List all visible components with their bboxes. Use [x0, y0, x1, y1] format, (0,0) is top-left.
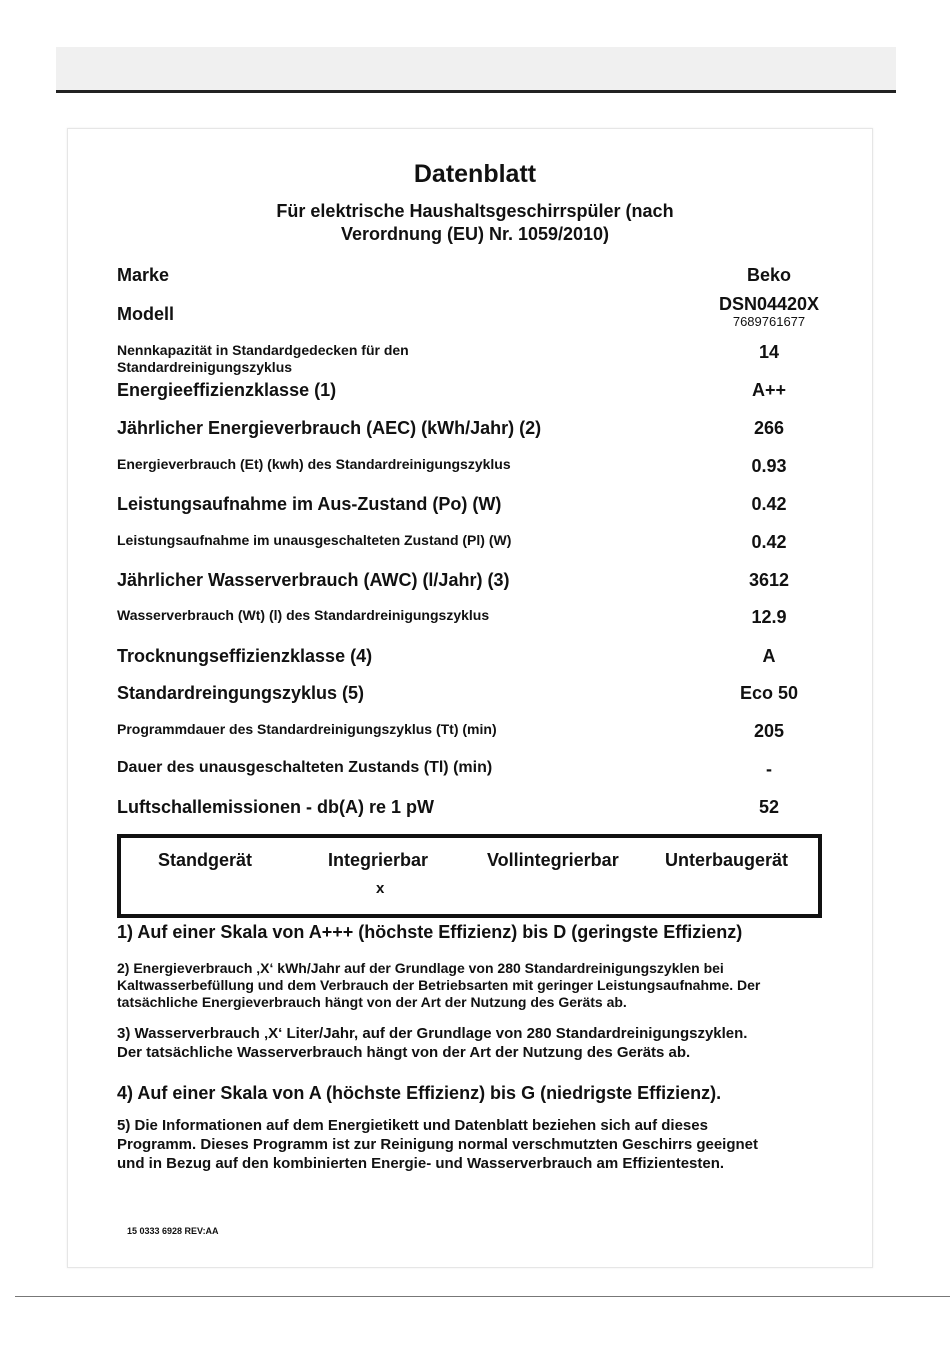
row-value: 12.9	[751, 607, 787, 627]
row-label: Marke	[117, 265, 170, 285]
row-label: Jährlicher Energieverbrauch (AEC) (kWh/Jahr) (2)	[117, 418, 542, 438]
note-3	[117, 1024, 827, 1062]
row-value: 205	[753, 721, 785, 741]
row-value: 52	[758, 797, 780, 817]
note-2	[117, 960, 827, 1011]
row-value: 14	[758, 342, 780, 362]
row-label: Energieverbrauch (Et) (kwh) des Standardreinigungszyklus	[117, 456, 511, 472]
row-value: DSN04420X	[718, 294, 820, 314]
row-label: Programmdauer des Standardreinigungszyklus (Tt) (min)	[117, 721, 497, 737]
row-value: A	[762, 646, 776, 666]
row-label: Modell	[117, 304, 174, 324]
row-label-line: Standardreinigungszyklus	[117, 359, 293, 375]
header-bar	[56, 47, 896, 93]
note-line: 2) Energieverbrauch ‚X‘ kWh/Jahr auf der Grundlage von 280 Standardreinigungszyklen bei	[117, 960, 724, 976]
footer-divider	[15, 1296, 950, 1297]
installation-type-box	[117, 834, 822, 918]
row-label	[117, 342, 409, 376]
row-value: 0.42	[751, 494, 787, 514]
row-value: 3612	[748, 570, 790, 590]
row-label-line: Nennkapazität in Standardgedecken für den	[117, 342, 409, 358]
install-type-standgeraet: Standgerät	[158, 850, 253, 870]
row-label: Wasserverbrauch (Wt) (l) des Standardreinigungszyklus	[117, 607, 490, 623]
row-label: Dauer des unausgeschalteten Zustands (Tl) (min)	[117, 759, 493, 776]
row-value: Beko	[746, 265, 791, 285]
row-value: Eco 50	[739, 683, 799, 703]
note-5	[117, 1116, 827, 1173]
row-label: Leistungsaufnahme im Aus-Zustand (Po) (W)	[117, 494, 502, 514]
row-value: A++	[751, 380, 787, 400]
note-line: tatsächliche Energieverbrauch hängt von der Art der Nutzung des Geräts ab.	[117, 994, 627, 1010]
page-title: Datenblatt	[413, 160, 537, 188]
note-line: Der tatsächliche Wasserverbrauch hängt von der Art der Nutzung des Geräts ab.	[117, 1044, 691, 1061]
selected-mark: x	[376, 880, 385, 897]
note-4: 4) Auf einer Skala von A (höchste Effizienz) bis G (niedrigste Effizienz).	[117, 1083, 722, 1103]
row-value: 0.42	[751, 532, 787, 552]
install-type-integrierbar: Integrierbar	[328, 850, 429, 870]
note-line: und in Bezug auf den kombinierten Energie- und Wasserverbrauch am Effizientesten.	[117, 1155, 725, 1172]
install-type-vollintegrierbar: Vollintegrierbar	[487, 850, 619, 870]
row-value: 0.93	[751, 456, 787, 476]
row-value: -	[766, 759, 772, 779]
row-value: 266	[753, 418, 785, 438]
row-label: Luftschallemissionen - db(A) re 1 pW	[117, 797, 435, 817]
note-1: 1) Auf einer Skala von A+++ (höchste Effizienz) bis D (geringste Effizienz)	[117, 922, 743, 942]
row-label: Leistungsaufnahme im unausgeschalteten Zustand (Pl) (W)	[117, 532, 512, 548]
document-number: 15 0333 6928 REV:AA	[127, 1226, 219, 1236]
note-line: Kaltwasserbefüllung und dem Verbrauch der Betriebsarten mit geringer Leistungsaufnahme. Der	[117, 977, 761, 993]
row-label: Trocknungseffizienzklasse (4)	[117, 646, 373, 666]
note-line: Programm. Dieses Programm ist zur Reinigung normal verschmutzten Geschirrs geeignet	[117, 1136, 759, 1153]
row-label: Standardreingungszyklus (5)	[117, 683, 365, 703]
subtitle-line: Für elektrische Haushaltsgeschirrspüler (nach	[276, 201, 674, 221]
subtitle-line: Verordnung (EU) Nr. 1059/2010)	[340, 224, 610, 244]
row-sub-value: 7689761677	[732, 314, 806, 329]
note-line: 5) Die Informationen auf dem Energietikett und Datenblatt beziehen sich auf dieses	[117, 1117, 708, 1134]
page-subtitle	[0, 200, 950, 246]
row-label: Jährlicher Wasserverbrauch (AWC) (l/Jahr) (3)	[117, 570, 510, 590]
install-type-unterbaugeraet: Unterbaugerät	[665, 850, 789, 870]
note-line: 3) Wasserverbrauch ‚X‘ Liter/Jahr, auf der Grundlage von 280 Standardreinigungszyklen.	[117, 1025, 748, 1042]
row-label: Energieeffizienzklasse (1)	[117, 380, 337, 400]
